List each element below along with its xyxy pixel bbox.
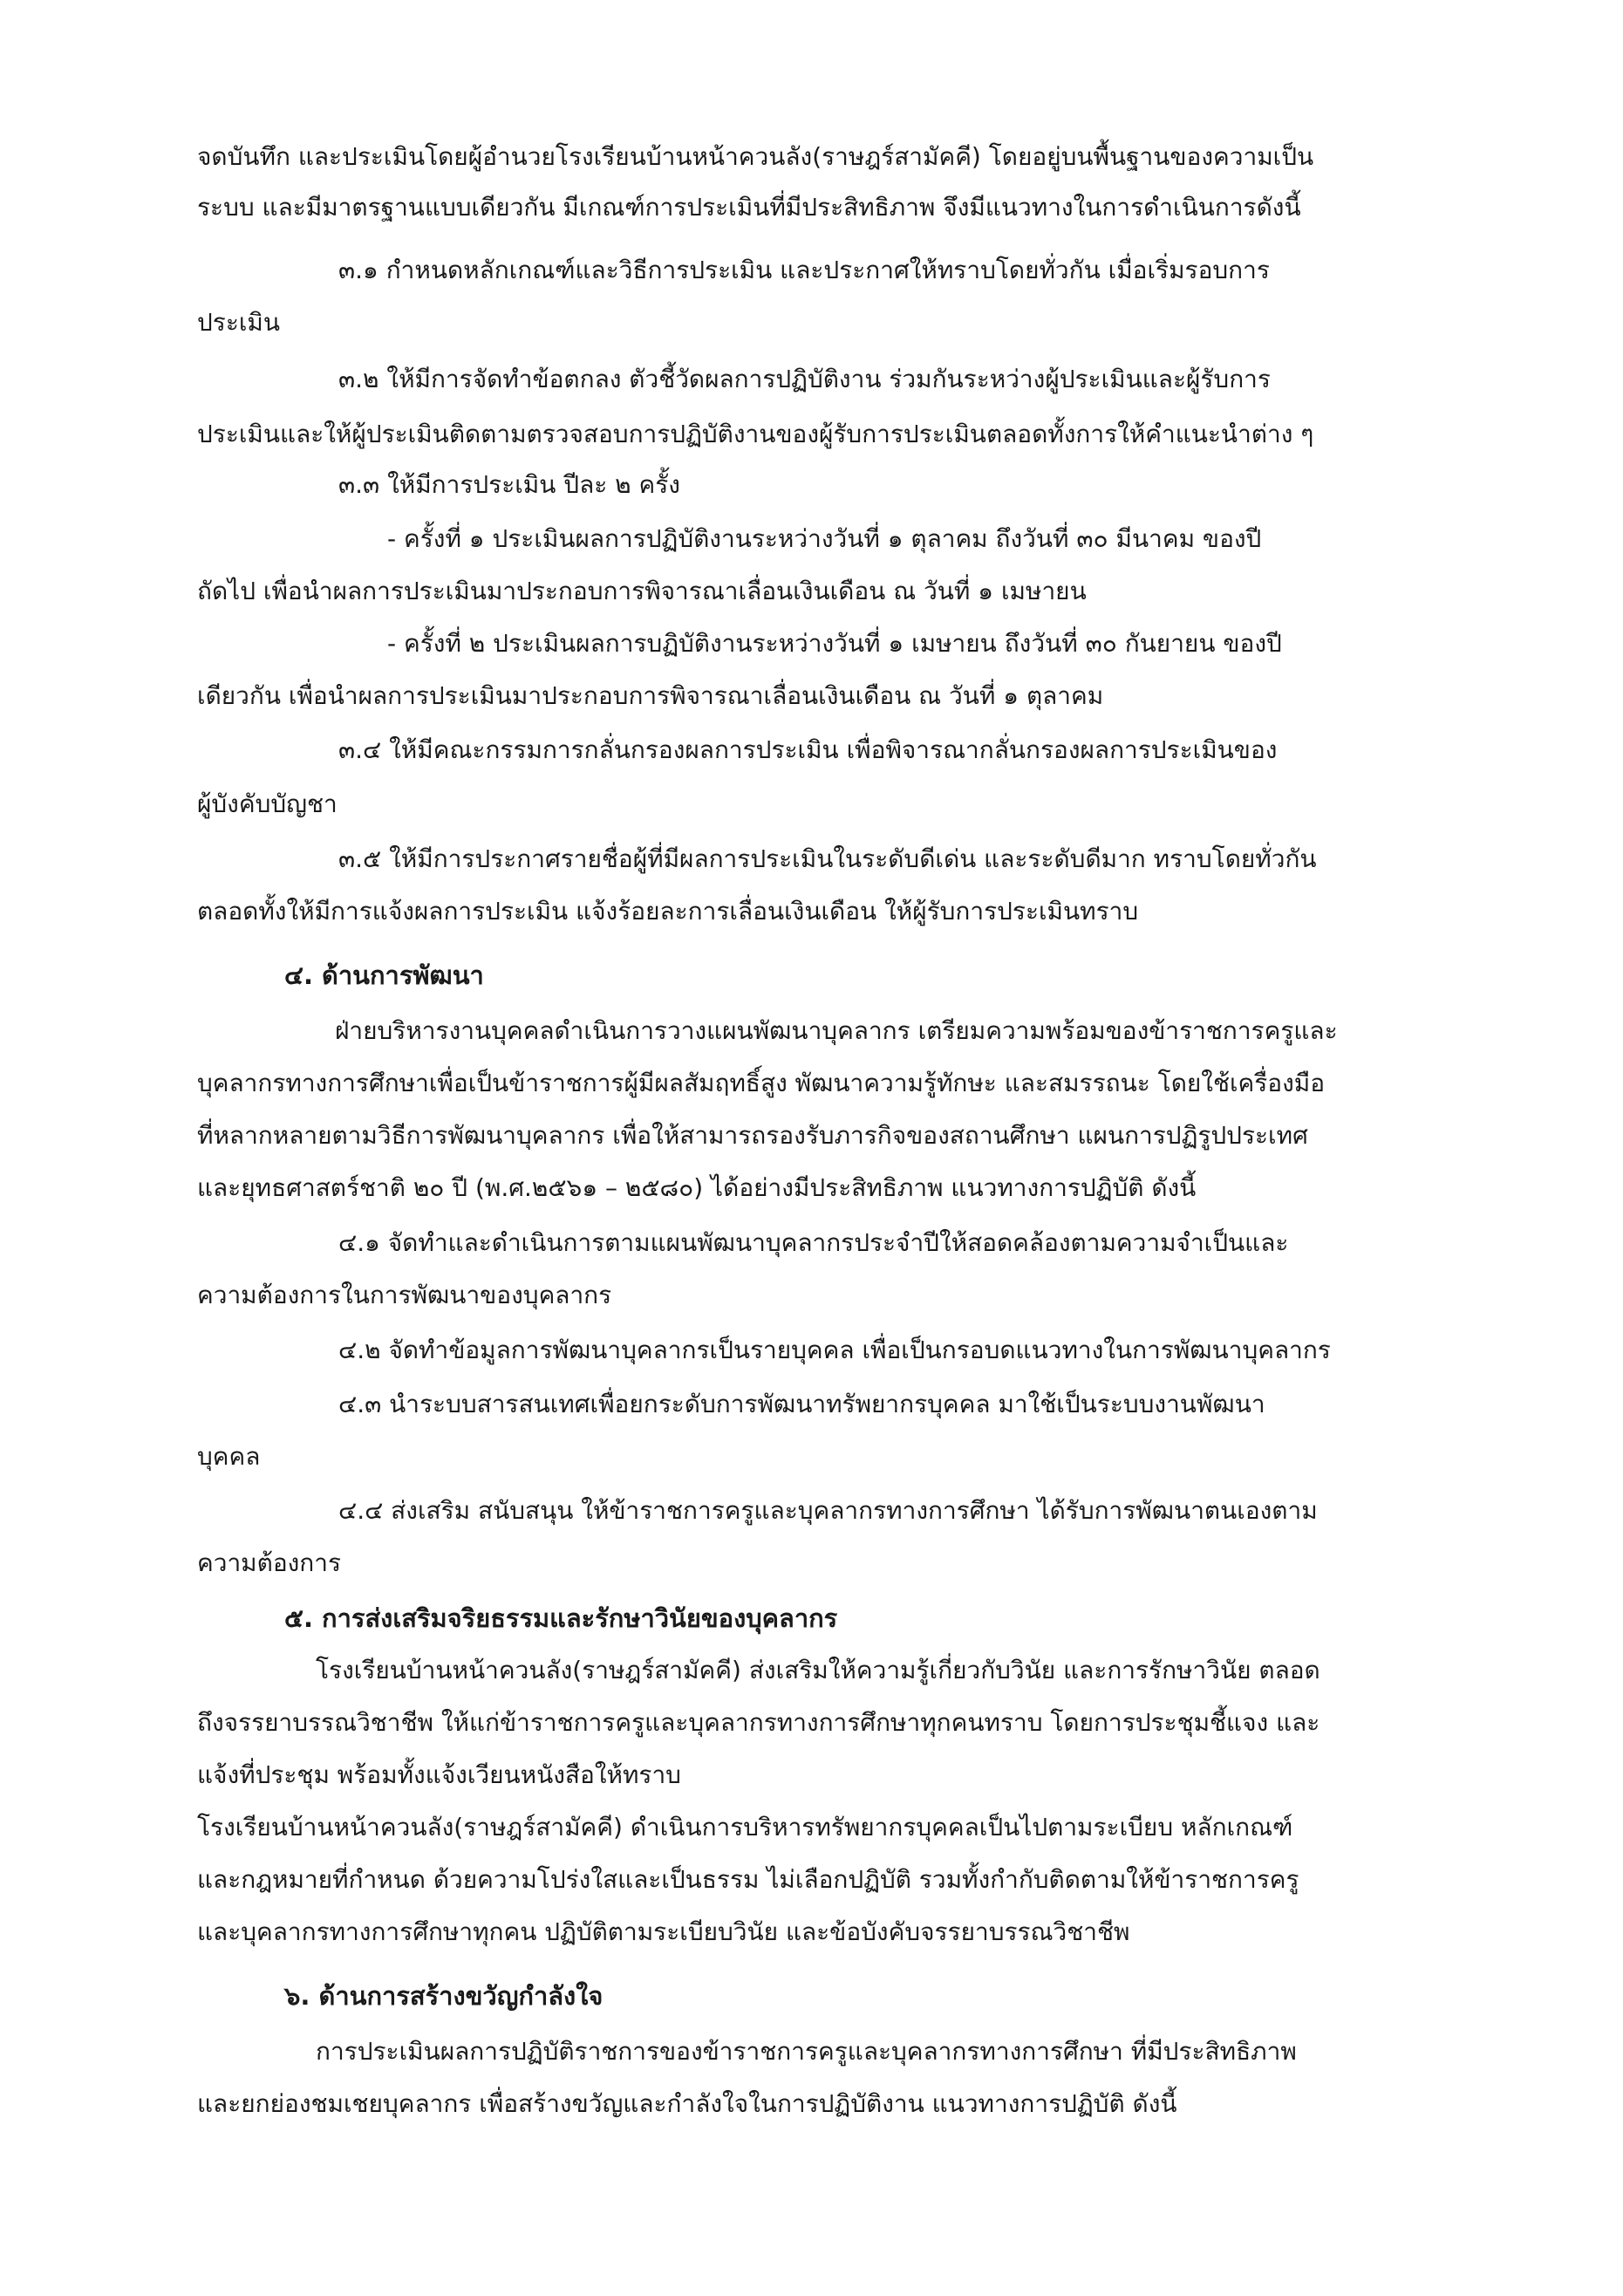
text-line: โรงเรียนบ้านหน้าควนลัง(ราษฎร์สามัคคี) ดำเนินการบริหารทรัพยากรบุคคลเป็นไปตามระเบียบ หลักเกณฑ์ [197,1813,1293,1842]
text-line: ๓.๑ กำหนดหลักเกณฑ์และวิธีการประเมิน และประกาศให้ทราบโดยทั่วกัน เมื่อเริ่มรอบการ [338,256,1270,284]
text-line: ๔.๓ นำระบบสารสนเทศเพื่อยกระดับการพัฒนาทรัพยากรบุคคล มาใช้เป็นระบบงานพัฒนา [338,1390,1265,1418]
text-line: ผู้บังคับบัญชา [197,789,338,818]
text-line: ๔.๒ จัดทำข้อมูลการพัฒนาบุคลากรเป็นรายบุคคล เพื่อเป็นกรอบดแนวทางในการพัฒนาบุคลากร [338,1336,1331,1364]
text-line: จดบันทึก และประเมินโดยผู้อำนวยโรงเรียนบ้านหน้าควนลัง(ราษฎร์สามัคคี) โดยอยู่บนพื้นฐานของความเป็น [197,142,1314,171]
text-line: โรงเรียนบ้านหน้าควนลัง(ราษฎร์สามัคคี) ส่งเสริมให้ความรู้เกี่ยวกับวินัย และการรักษาวินัย ตลอด [316,1656,1320,1684]
text-line: ถัดไป เพื่อนำผลการประเมินมาประกอบการพิจารณาเลื่อนเงินเดือน ณ วันที่ ๑ เมษายน [197,577,1087,605]
section-heading: ๖. ด้านการสร้างขวัญกำลังใจ [284,1981,604,2011]
text-line: ๓.๒ ให้มีการจัดทำข้อตกลง ตัวชี้วัดผลการปฏิบัติงาน ร่วมกันระหว่างผู้ประเมินและผู้รับการ [338,365,1271,393]
text-line: ๓.๔ ให้มีคณะกรรมการกลั่นกรองผลการประเมิน เพื่อพิจารณากลั่นกรองผลการประเมินของ [338,735,1278,764]
text-line: ฝ่ายบริหารงานบุคคลดำเนินการวางแผนพัฒนาบุคลากร เตรียมความพร้อมของข้าราชการครูและ [335,1016,1338,1045]
text-line: และกฎหมายที่กำหนด ด้วยความโปร่งใสและเป็นธรรม ไม่เลือกปฏิบัติ รวมทั้งกำกับติดตามให้ข้าราชการครู [197,1865,1299,1894]
text-line: บุคลากรทางการศึกษาเพื่อเป็นข้าราชการผู้มีผลสัมฤทธิ์สูง พัฒนาความรู้ทักษะ และสมรรถนะ โดยใช้เครื่องมือ [197,1069,1326,1097]
section-heading: ๕. การส่งเสริมจริยธรรมและรักษาวินัยของบุคลากร [284,1603,838,1633]
section-heading: ๔. ด้านการพัฒนา [284,960,484,990]
text-line: ๓.๓ ให้มีการประเมิน ปีละ ๒ ครั้ง [338,470,680,499]
text-line: ถึงจรรยาบรรณวิชาชีพ ให้แก่ข้าราชการครูและบุคลากรทางการศึกษาทุกคนทราบ โดยการประชุมชี้แจง และ [197,1708,1320,1737]
text-line: การประเมินผลการปฏิบัติราชการของข้าราชการครูและบุคลากรทางการศึกษา ที่มีประสิทธิภาพ [316,2037,1297,2066]
text-line: และบุคลากรทางการศึกษาทุกคน ปฏิบัติตามระเบียบวินัย และข้อบังคับจรรยาบรรณวิชาชีพ [197,1917,1130,1946]
text-line: แจ้งที่ประชุม พร้อมทั้งแจ้งเวียนหนังสือให้ทราบ [197,1760,681,1789]
text-line: ระบบ และมีมาตรฐานแบบเดียวกัน มีเกณฑ์การประเมินที่มีประสิทธิภาพ จึงมีแนวทางในการดำเนินการดังนี้ [197,193,1301,222]
text-line: ความต้องการ [197,1548,342,1577]
text-line: ประเมินและให้ผู้ประเมินติดตามตรวจสอบการปฏิบัติงานของผู้รับการประเมินตลอดทั้งการให้คำแนะนำต่าง ๆ [197,420,1314,448]
text-line: - ครั้งที่ ๑ ประเมินผลการปฏิบัติงานระหว่างวันที่ ๑ ตุลาคม ถึงวันที่ ๓๐ มีนาคม ของปี [387,524,1262,553]
text-line: ประเมิน [197,308,281,337]
text-line: - ครั้งที่ ๒ ประเมินผลการบฏิบัติงานระหว่างวันที่ ๑ เมษายน ถึงวันที่ ๓๐ กันยายน ของปี [387,629,1282,658]
text-line: ๓.๕ ให้มีการประกาศรายชื่อผู้ที่มีผลการประเมินในระดับดีเด่น และระดับดีมาก ทราบโดยทั่วกัน [338,844,1317,873]
text-line: ๔.๑ จัดทำและดำเนินการตามแผนพัฒนาบุคลากรประจำปีให้สอดคล้องตามความจำเป็นและ [338,1228,1289,1257]
text-line: และยกย่องชมเชยบุคลากร เพื่อสร้างขวัญและกำลังใจในการปฏิบัติงาน แนวทางการปฏิบัติ ดังนี้ [197,2089,1177,2118]
text-line: ตลอดทั้งให้มีการแจ้งผลการประเมิน แจ้งร้อยละการเลื่อนเงินเดือน ให้ผู้รับการประเมินทราบ [197,897,1139,926]
text-line: ที่หลากหลายตามวิธีการพัฒนาบุคลากร เพื่อให้สามารถรองรับภารกิจของสถานศึกษา แผนการปฏิรูปประเทศ [197,1121,1308,1150]
text-line: บุคคล [197,1442,261,1471]
text-line: ๔.๔ ส่งเสริม สนับสนุน ให้ข้าราชการครูและบุคลากรทางการศึกษา ได้รับการพัฒนาตนเองตาม [338,1496,1318,1525]
text-line: และยุทธศาสตร์ชาติ ๒๐ ปี (พ.ศ.๒๕๖๑ – ๒๕๘๐) ได้อย่างมีประสิทธิภาพ แนวทางการปฏิบัติ ดังนี้ [197,1173,1197,1202]
text-line: ความต้องการในการพัฒนาของบุคลากร [197,1281,612,1309]
text-line: เดียวกัน เพื่อนำผลการประเมินมาประกอบการพิจารณาเลื่อนเงินเดือน ณ วันที่ ๑ ตุลาคม [197,681,1104,710]
